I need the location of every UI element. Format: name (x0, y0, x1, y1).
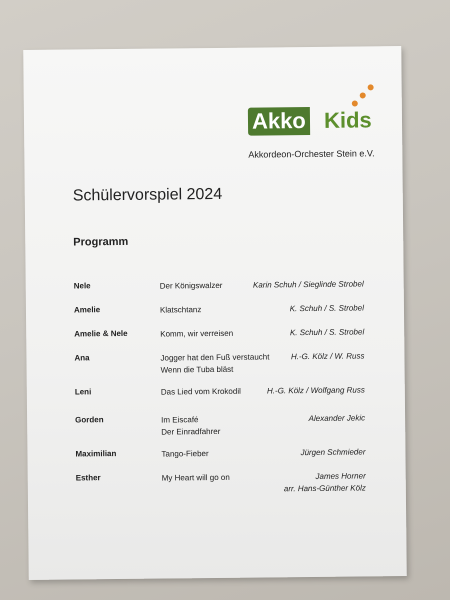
piece-title: Tango-Fieber (161, 449, 209, 459)
program-heading: Programm (73, 235, 129, 249)
program-row (26, 326, 404, 339)
composer-credit: Karin Schuh / Sieglinde Strobel (252, 279, 364, 290)
composer-credits (267, 384, 365, 397)
akkokids-logo (248, 106, 378, 137)
logo-akko: Akko (248, 107, 310, 136)
piece-titles (161, 386, 241, 399)
performer-name: Gorden (75, 415, 104, 425)
piece-title: Im Eiscafé (161, 415, 199, 425)
piece-title: Komm, wir verreisen (160, 328, 234, 339)
page-title: Schülervorspiel 2024 (72, 185, 223, 205)
program-row (26, 278, 404, 291)
composer-credits (291, 350, 365, 363)
performer-name: Nele (73, 281, 91, 291)
performer-name: Maximilian (75, 449, 117, 459)
composer-credit: Jürgen Schmieder (300, 447, 366, 458)
piece-title: Wenn die Tuba bläst (160, 364, 234, 375)
piece-titles (160, 328, 233, 341)
composer-credits (309, 412, 366, 425)
program-row (26, 350, 404, 375)
piece-title: Jogger hat den Fuß verstaucht (160, 352, 270, 363)
composer-credit: H.-G. Kölz / W. Russ (290, 351, 365, 362)
piece-titles (162, 472, 230, 485)
piece-title: Das Lied vom Krokodil (160, 386, 241, 397)
piece-title: Klatschtanz (159, 305, 202, 315)
program-row (27, 412, 405, 437)
performer-name: Amelie & Nele (74, 328, 128, 339)
performer-name: Ana (74, 353, 90, 363)
composer-credits (253, 278, 364, 291)
piece-titles (161, 414, 220, 439)
piece-titles (160, 280, 223, 293)
composer-credit: Alexander Jekic (308, 413, 366, 424)
program-list (26, 278, 404, 494)
composer-credit: K. Schuh / S. Strobel (289, 303, 365, 314)
performer-name: Esther (75, 473, 101, 483)
composer-credit: James Horner (315, 471, 366, 481)
performer-name: Amelie (73, 305, 101, 315)
composer-credits (290, 326, 364, 339)
program-row (27, 446, 405, 459)
piece-titles (160, 351, 269, 376)
composer-credits (290, 302, 364, 315)
composer-credit: arr. Hans-Günther Kölz (283, 483, 366, 494)
piece-titles (161, 448, 208, 460)
composer-credit: H.-G. Kölz / Wolfgang Russ (266, 385, 365, 396)
composer-credits (284, 470, 366, 495)
paper-sheet (23, 46, 407, 580)
logo-kids: Kids (323, 107, 372, 133)
program-row (27, 384, 405, 397)
program-row (28, 470, 406, 494)
program-row (26, 302, 404, 315)
composer-credits (300, 446, 365, 459)
piece-title: My Heart will go on (161, 472, 230, 483)
performer-name: Leni (74, 387, 92, 397)
piece-title: Der Königswalzer (159, 280, 223, 291)
composer-credit: K. Schuh / S. Strobel (289, 327, 365, 338)
piece-titles (160, 304, 201, 316)
piece-title: Der Einradfahrer (161, 426, 221, 437)
organization-name: Akkordeon-Orchester Stein e.V. (248, 148, 375, 160)
